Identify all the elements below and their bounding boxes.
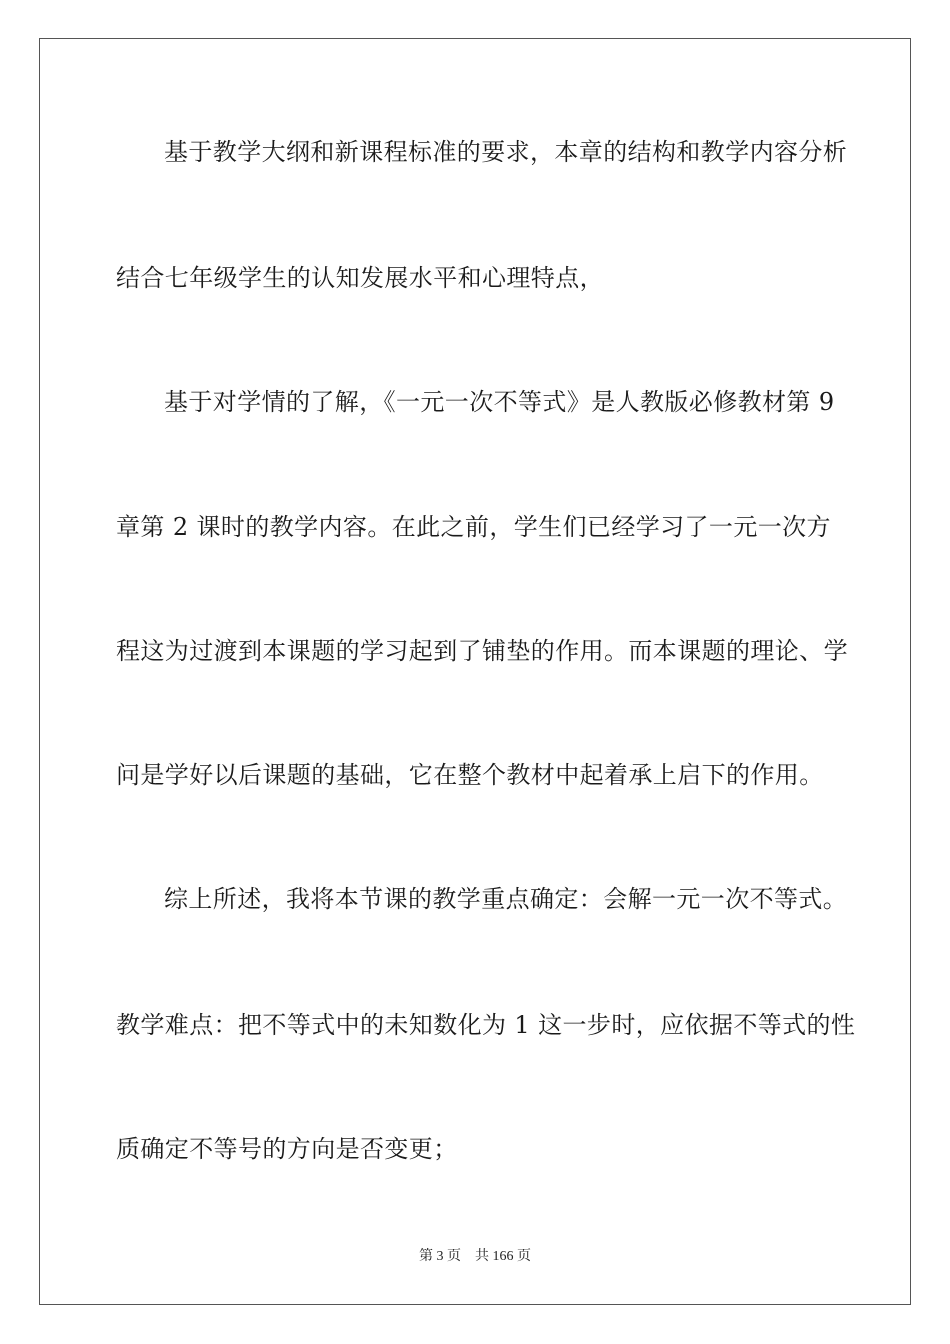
page-footer bbox=[0, 1248, 950, 1266]
paragraph-line: 程这为过渡到本课题的学习起到了铺垫的作用。而本课题的理论、学 bbox=[116, 637, 848, 665]
paragraph-line: 基于教学大纲和新课程标准的要求，本章的结构和教学内容分析 bbox=[164, 138, 848, 166]
paragraph-line: 问是学好以后课题的基础，它在整个教材中起着承上启下的作用。 bbox=[116, 761, 824, 789]
paragraph-line: 综上所述，我将本节课的教学重点确定：会解一元一次不等式。 bbox=[164, 885, 848, 913]
paragraph-line: 质确定不等号的方向是否变更； bbox=[116, 1135, 458, 1163]
total-pages: 共 166 页 bbox=[475, 1249, 531, 1264]
paragraph-line: 基于对学情的了解，《一元一次不等式》是人教版必修教材第 9 bbox=[164, 388, 835, 416]
page-border bbox=[39, 38, 911, 1305]
page-number: 第 3 页 bbox=[419, 1249, 461, 1264]
paragraph-line: 教学难点：把不等式中的未知数化为 1 这一步时，应依据不等式的性 bbox=[116, 1011, 856, 1039]
paragraph-line: 结合七年级学生的认知发展水平和心理特点， bbox=[116, 264, 604, 292]
paragraph-line: 章第 2 课时的教学内容。在此之前，学生们已经学习了一元一次方 bbox=[116, 513, 831, 541]
